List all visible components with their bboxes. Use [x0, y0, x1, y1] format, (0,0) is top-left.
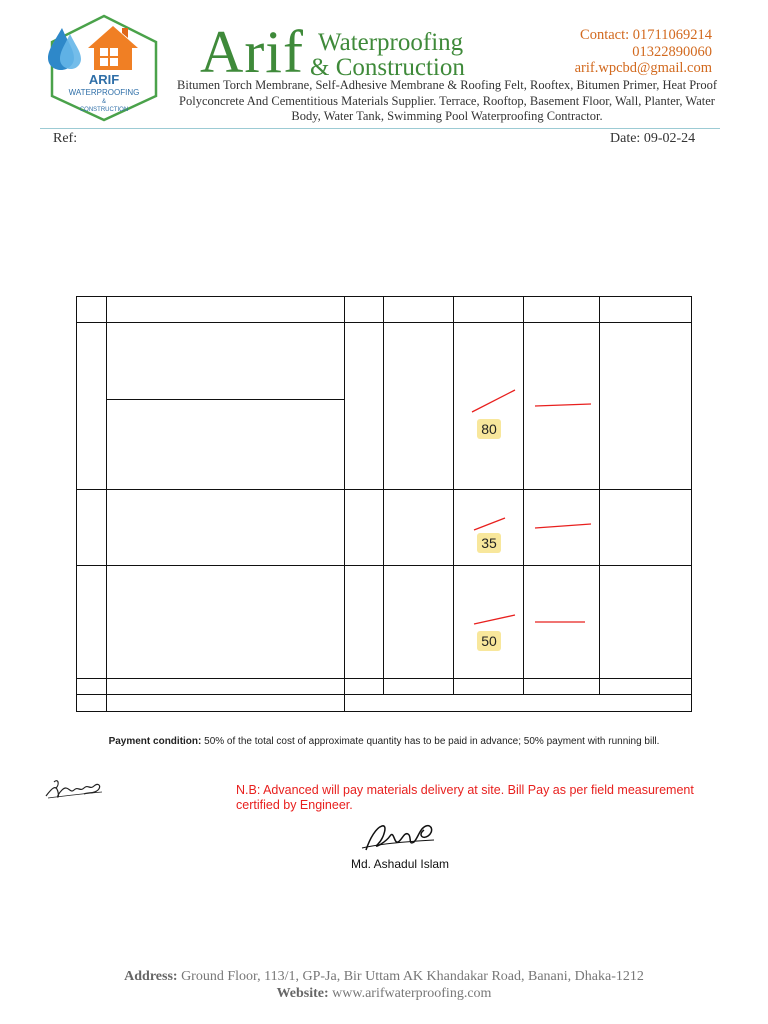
contact-phone1: Contact: 01711069214: [580, 27, 712, 43]
payment-condition: [0, 736, 768, 747]
highlighted-value: 80: [477, 419, 501, 439]
payment-condition-text: 50% of the total cost of approximate quantity has to be paid in advance; 50% payment with running bill.: [201, 736, 660, 747]
markup-stroke: [535, 524, 591, 528]
logo-text-amp: &: [101, 99, 107, 105]
markup-stroke: [472, 390, 515, 412]
brand-line2: & Construction: [310, 54, 465, 81]
logo-text-arif: ARIF: [88, 72, 120, 87]
logo-text-construction: CONSTRUCTION: [79, 107, 129, 113]
brand-line1: Waterproofing: [318, 29, 464, 56]
footer-address: [0, 969, 768, 985]
contact-phone2: 01322890060: [632, 43, 712, 60]
footer-address-text: Ground Floor, 113/1, GP-Ja, Bir Uttam AK Khandakar Road, Banani, Dhaka-1212: [177, 969, 644, 984]
logo-text-waterproofing: WATERPROOFING: [68, 88, 140, 97]
footer-website-link[interactable]: www.arifwaterproofing.com: [328, 986, 492, 1001]
highlighted-value: 35: [477, 533, 501, 553]
markup-stroke: [474, 615, 515, 624]
brand-name: Arif: [200, 19, 304, 85]
signature-left: [44, 774, 106, 804]
footer-website: [0, 986, 768, 1002]
ref-label: Ref:: [53, 131, 78, 146]
company-tagline: Bitumen Torch Membrane, Self-Adhesive Membrane & Roofing Felt, Rooftex, Bitumen Primer, Heat Proof Polyconcrete And Cementitious Materials Supplier. Terrace, Rooftop, Basement Floor, Wall, Planter, Water Body, Water Tank, Swimming Pool Waterproofing Contractor.: [177, 78, 717, 123]
signatory-name: Md. Ashadul Islam: [351, 857, 450, 871]
markup-stroke: [474, 518, 505, 530]
contact-email[interactable]: arif.wpcbd@gmail.com: [574, 60, 712, 76]
footer-address-label: Address:: [124, 969, 178, 984]
footer-website-label: Website:: [276, 986, 329, 1001]
highlighted-value: 50: [477, 631, 501, 651]
date-label: Date: 09-02-24: [610, 131, 696, 146]
nb-note: N.B: Advanced will pay materials delivery at site. Bill Pay as per field measurement certified by Engineer.: [236, 783, 694, 812]
markup-stroke: [535, 404, 591, 406]
payment-condition-label: Payment condition:: [108, 736, 202, 747]
signature-main: [360, 818, 438, 858]
